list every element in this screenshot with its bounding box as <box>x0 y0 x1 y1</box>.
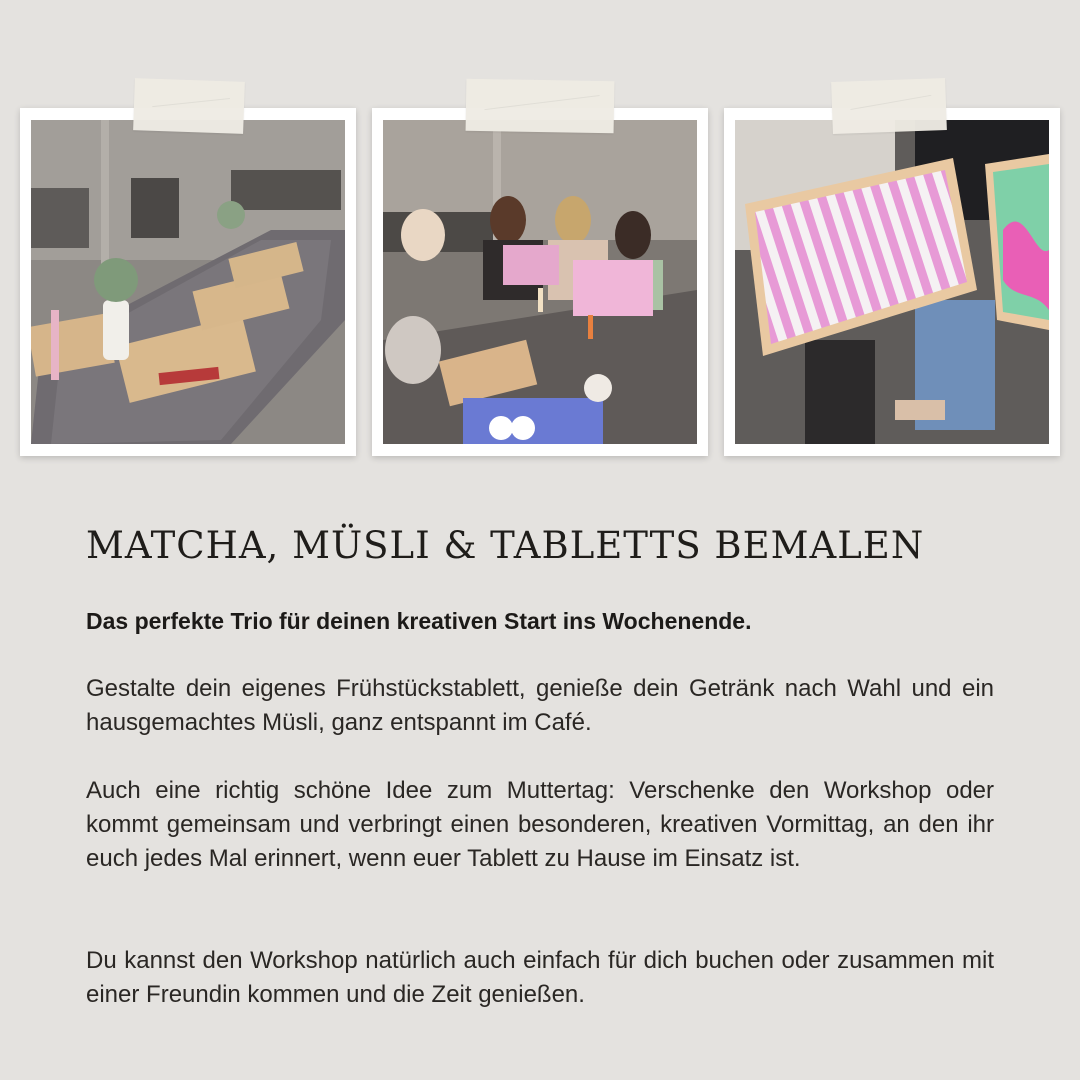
tape-3 <box>831 78 947 134</box>
photo-trays-icon <box>735 120 1049 444</box>
paragraph-1: Gestalte dein eigenes Frühstückstablett, genieße dein Getränk nach Wahl und ein hausgemachtes Müsli, ganz entspannt im Café. <box>86 675 994 736</box>
photo-3 <box>735 120 1049 444</box>
paragraph-3: Du kannst den Workshop natürlich auch einfach für dich buchen oder zusammen mit einer Freundin kommen und die Zeit genießen. <box>86 947 994 1008</box>
photo-frame-2 <box>372 108 708 456</box>
headline: MATCHA, MÜSLI & TABLETTS BEMALEN <box>86 524 925 567</box>
photo-painting-icon <box>383 120 697 444</box>
photo-tables-icon <box>31 120 345 444</box>
tape-2 <box>466 79 615 134</box>
lead-text: Das perfekte Trio für deinen kreativen Start ins Wochenende. <box>86 608 752 634</box>
photo-frame-3 <box>724 108 1060 456</box>
photo-1 <box>31 120 345 444</box>
photo-2 <box>383 120 697 444</box>
paragraph-2: Auch eine richtig schöne Idee zum Muttertag: Verschenke den Workshop oder kommt gemeinsam und verbringt einen besonderen, kreativen Vormittag, an den ihr euch jedes Mal erinnert, wenn euer Tablett zu Hause im Einsatz ist. <box>86 777 994 872</box>
tape-1 <box>133 78 245 134</box>
photo-frame-1 <box>20 108 356 456</box>
